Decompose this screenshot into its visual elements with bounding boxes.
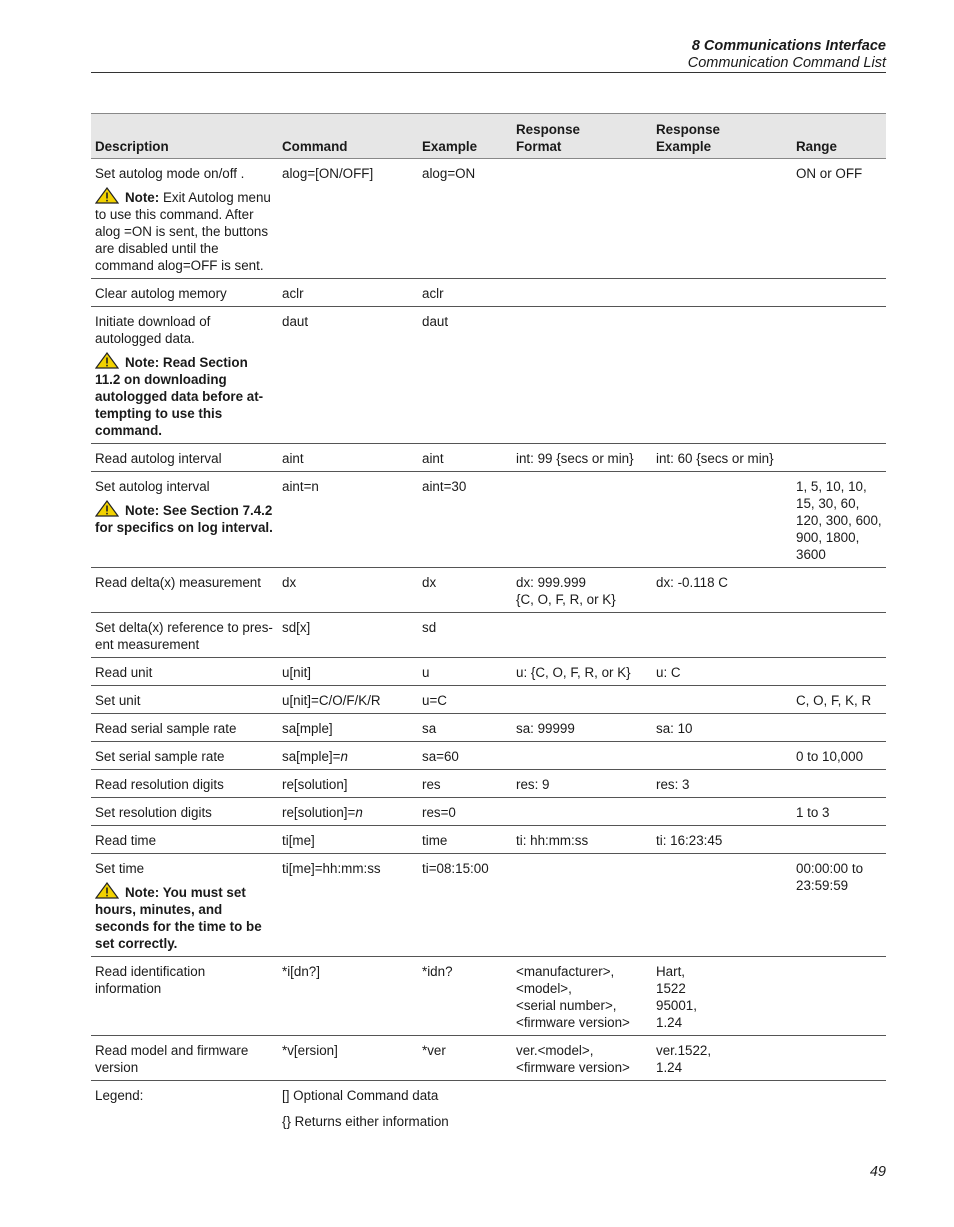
cell-description: Read resolution digits: [91, 770, 278, 798]
col-header-example: Example: [418, 114, 512, 159]
cell-response-format: [512, 568, 652, 613]
cell-range: [792, 307, 886, 444]
chapter-title: 8 Communications Interface: [691, 38, 886, 54]
note: [95, 882, 274, 952]
page-header: [688, 38, 886, 72]
response-format-text: dx: 999.999 {C, O, F, R, or K}: [516, 575, 616, 607]
page-number: 49: [869, 1164, 886, 1180]
cell-example: alog=ON: [418, 159, 512, 279]
cell-response-format: [512, 854, 652, 957]
cell-range: C, O, F, K, R: [792, 686, 886, 714]
cell-description: Set resolution digits: [91, 798, 278, 826]
legend-items: [278, 1081, 886, 1135]
table-row: [91, 798, 886, 826]
cell-response-example: [652, 613, 792, 658]
cell-command: aint=n: [278, 472, 418, 568]
cell-command: aclr: [278, 279, 418, 307]
table-row: [91, 1036, 886, 1081]
note-label: Note:: [125, 190, 160, 205]
cell-description: Set unit: [91, 686, 278, 714]
cell-range: [792, 472, 886, 568]
note: [95, 352, 274, 439]
cell-range: [792, 444, 886, 472]
cell-description: [91, 472, 278, 568]
response-example-text: Hart, 1522 95001, 1.24: [656, 964, 697, 1030]
response-example-text: ver.1522, 1.24: [656, 1043, 712, 1075]
cell-response-format: [512, 159, 652, 279]
cell-range: [792, 957, 886, 1036]
table-row: [91, 957, 886, 1036]
response-format-text: <manufacturer>, <model>, <serial number>, <firmware version>: [516, 964, 630, 1030]
cell-response-format: [512, 613, 652, 658]
cell-example: sd: [418, 613, 512, 658]
table-row: [91, 279, 886, 307]
cell-example: aint: [418, 444, 512, 472]
table-header-row: [91, 114, 886, 159]
description-text: Initiate download of autologged data.: [95, 314, 211, 346]
cell-description: [91, 613, 278, 658]
cell-example: res=0: [418, 798, 512, 826]
cell-command: daut: [278, 307, 418, 444]
cell-command: u[nit]=C/O/F/K/R: [278, 686, 418, 714]
legend-row: [91, 1081, 886, 1135]
cell-response-example: [652, 686, 792, 714]
col-header-response-example-line1: Response: [656, 122, 720, 137]
cell-response-format: res: 9: [512, 770, 652, 798]
cell-response-format: ti: hh:mm:ss: [512, 826, 652, 854]
cell-description: Read identification information: [91, 957, 278, 1036]
col-header-command: Command: [278, 114, 418, 159]
legend-item: {} Returns either information: [282, 1114, 449, 1129]
cell-command: ti[me]=hh:mm:ss: [278, 854, 418, 957]
col-header-description: Description: [91, 114, 278, 159]
table-row: [91, 686, 886, 714]
note-text: Exit Autolog menu to use this command. After alog =ON is sent, the buttons are disabled until the command alog=OFF is sent.: [95, 190, 271, 273]
table-row: [91, 714, 886, 742]
cell-response-format: [512, 957, 652, 1036]
cell-response-format: [512, 686, 652, 714]
cell-response-example: [652, 279, 792, 307]
cell-description: Read delta(x) measurement: [91, 568, 278, 613]
cell-range: 0 to 10,000: [792, 742, 886, 770]
cell-range: [792, 279, 886, 307]
cell-command: [278, 798, 418, 826]
cell-response-format: [512, 1036, 652, 1081]
cell-example: *idn?: [418, 957, 512, 1036]
section-title: Communication Command List: [687, 55, 886, 71]
table-row: [91, 742, 886, 770]
col-header-response-format-line2: Format: [516, 139, 562, 154]
description-text: Read model and firmware version: [95, 1043, 249, 1075]
table-row: [91, 854, 886, 957]
cell-example: u=C: [418, 686, 512, 714]
cell-command: aint: [278, 444, 418, 472]
cell-command: ti[me]: [278, 826, 418, 854]
table-row: [91, 826, 886, 854]
cell-range: [792, 1036, 886, 1081]
cell-response-example: res: 3: [652, 770, 792, 798]
cell-response-example: dx: -0.118 C: [652, 568, 792, 613]
table-row: [91, 472, 886, 568]
cell-response-format: [512, 472, 652, 568]
cell-response-format: [512, 307, 652, 444]
cell-command: alog=[ON/OFF]: [278, 159, 418, 279]
cell-command: re[solution]: [278, 770, 418, 798]
cell-description: Clear autolog memory: [91, 279, 278, 307]
cell-response-example: [652, 957, 792, 1036]
command-prefix: sa[mple]=: [282, 749, 341, 764]
cell-description: [91, 159, 278, 279]
cell-response-format: u: {C, O, F, R, or K}: [512, 658, 652, 686]
cell-example: *ver: [418, 1036, 512, 1081]
cell-response-example: ti: 16:23:45: [652, 826, 792, 854]
cell-description: [91, 854, 278, 957]
description-text: Set time: [95, 861, 145, 876]
cell-description: [91, 307, 278, 444]
command-table: [91, 113, 886, 1134]
cell-range: [792, 658, 886, 686]
cell-range: [792, 770, 886, 798]
warning-triangle-icon: [95, 500, 119, 517]
cell-range: [792, 826, 886, 854]
range-text: 1, 5, 10, 10, 15, 30, 60, 120, 300, 600, 900, 1800, 3600: [796, 479, 882, 562]
note-text: Note: See Section 7.4.2 for specifics on log interval.: [95, 503, 273, 535]
table-row: [91, 770, 886, 798]
note-text: Note: You must set hours, minutes, and seconds for the time to be set correctly.: [95, 885, 262, 951]
cell-example: sa: [418, 714, 512, 742]
response-format-text: ver.<model>, <firmware version>: [516, 1043, 630, 1075]
cell-example: res: [418, 770, 512, 798]
cell-range: [792, 613, 886, 658]
cell-response-example: [652, 742, 792, 770]
cell-command: sa[mple]: [278, 714, 418, 742]
note: [95, 187, 274, 274]
cell-description: Read serial sample rate: [91, 714, 278, 742]
cell-range: [792, 854, 886, 957]
command-variable: n: [355, 805, 363, 820]
cell-description: Read autolog interval: [91, 444, 278, 472]
cell-command: *i[dn?]: [278, 957, 418, 1036]
table-row: [91, 444, 886, 472]
cell-response-format: [512, 798, 652, 826]
header-rule: [91, 72, 886, 73]
cell-description: Read time: [91, 826, 278, 854]
description-text: Set delta(x) reference to pres- ent measurement: [95, 620, 273, 652]
cell-example: aclr: [418, 279, 512, 307]
command-prefix: re[solution]=: [282, 805, 356, 820]
cell-command: u[nit]: [278, 658, 418, 686]
cell-range: 1 to 3: [792, 798, 886, 826]
cell-example: aint=30: [418, 472, 512, 568]
command-variable: n: [340, 749, 348, 764]
col-header-response-format: [512, 114, 652, 159]
cell-description: Read unit: [91, 658, 278, 686]
cell-example: dx: [418, 568, 512, 613]
range-text: 00:00:00 to 23:59:59: [796, 861, 864, 893]
cell-response-example: [652, 159, 792, 279]
cell-command: *v[ersion]: [278, 1036, 418, 1081]
cell-example: time: [418, 826, 512, 854]
cell-response-format: int: 99 {secs or min}: [512, 444, 652, 472]
description-text: Set autolog interval: [95, 479, 210, 494]
table-row: [91, 159, 886, 279]
col-header-range: Range: [792, 114, 886, 159]
cell-response-example: [652, 854, 792, 957]
table-row: [91, 613, 886, 658]
cell-example: ti=08:15:00: [418, 854, 512, 957]
col-header-response-example-line2: Example: [656, 139, 712, 154]
cell-response-format: [512, 742, 652, 770]
cell-response-example: u: C: [652, 658, 792, 686]
cell-response-example: [652, 472, 792, 568]
cell-example: sa=60: [418, 742, 512, 770]
table-row: [91, 307, 886, 444]
note: [95, 500, 274, 536]
note-text: Note: Read Section 11.2 on downloading autologged data before at-tempting to use this command.: [95, 355, 264, 438]
col-header-response-format-line1: Response: [516, 122, 580, 137]
cell-range: [792, 568, 886, 613]
cell-command: [278, 742, 418, 770]
cell-range: ON or OFF: [792, 159, 886, 279]
cell-response-example: [652, 307, 792, 444]
legend-item: [] Optional Command data: [282, 1088, 439, 1103]
cell-example: u: [418, 658, 512, 686]
cell-command: sd[x]: [278, 613, 418, 658]
cell-response-example: int: 60 {secs or min}: [652, 444, 792, 472]
cell-description: Set serial sample rate: [91, 742, 278, 770]
warning-triangle-icon: [95, 352, 119, 369]
cell-response-format: [512, 279, 652, 307]
col-header-response-example: [652, 114, 792, 159]
table-row: [91, 568, 886, 613]
legend-label: Legend:: [95, 1088, 144, 1103]
description-text: Set autolog mode on/off .: [95, 166, 245, 181]
cell-range: [792, 714, 886, 742]
warning-triangle-icon: [95, 882, 119, 899]
cell-example: daut: [418, 307, 512, 444]
cell-response-example: [652, 1036, 792, 1081]
cell-description: [91, 1036, 278, 1081]
cell-response-example: sa: 10: [652, 714, 792, 742]
cell-response-format: sa: 99999: [512, 714, 652, 742]
cell-command: dx: [278, 568, 418, 613]
warning-triangle-icon: [95, 187, 119, 204]
cell-response-example: [652, 798, 792, 826]
table-row: [91, 658, 886, 686]
